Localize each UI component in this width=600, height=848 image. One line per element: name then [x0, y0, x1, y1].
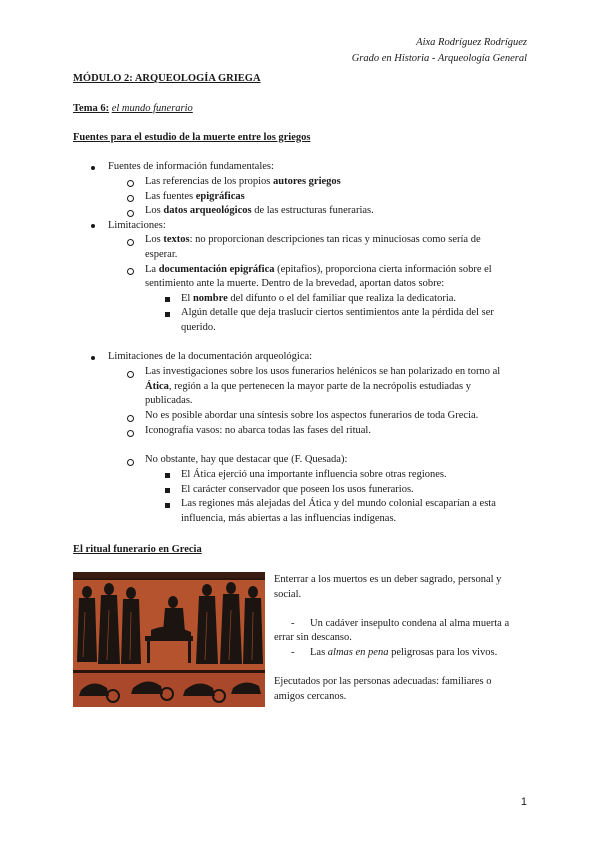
text: (epitafios), proporciona cierta información sobre el [274, 264, 492, 275]
topic-line [73, 102, 193, 117]
ritual-dash-item: Un cadáver insepulto condena al alma muerta a [310, 618, 510, 629]
ritual-paragraph-1-cont: social. [274, 589, 302, 600]
dash-marker: - [291, 618, 295, 629]
bullet-dot [91, 166, 95, 170]
bullet-square [165, 312, 170, 317]
bullet-circle [127, 195, 134, 202]
text: Los [145, 205, 164, 216]
section2-title: El ritual funerario en Grecia [73, 544, 202, 555]
header-author: Aixa Rodríguez Rodríguez [416, 37, 527, 48]
bold-text: autores griegos [273, 176, 341, 187]
bullet-square [165, 488, 170, 493]
text: Las referencias de los propios [145, 176, 273, 187]
page-number: 1 [520, 796, 527, 808]
quesada-subitem: Las regiones más alejadas del Ática y del mundo colonial escaparían a esta [181, 498, 496, 509]
bullet-circle [127, 239, 134, 246]
bold-text: nombre [192, 293, 228, 304]
ritual-dash-item [310, 646, 497, 661]
bullet-square [165, 297, 170, 302]
sources-heading: Fuentes de información fundamentales: [108, 161, 274, 172]
quesada-subitem: El Ática ejerció una importante influencia sobre otras regiones. [181, 469, 447, 480]
bullet-square [165, 503, 170, 508]
text: del difunto o el del familiar que realiza la dedicatoria. [227, 293, 457, 304]
text: de las estructuras funerarias. [251, 205, 374, 216]
text: Las [310, 647, 328, 658]
quesada-subitem-cont: influencia, más abiertas a las influencias indígenas. [181, 513, 397, 524]
bullet-dot [91, 224, 95, 228]
research-item-cont: publicadas. [145, 395, 193, 406]
epigraphic-item [145, 263, 492, 278]
ritual-dash-item-cont: errar sin descanso. [274, 632, 352, 643]
research-item-cont [145, 380, 471, 395]
texts-item-cont: esperar. [145, 249, 178, 260]
funerary-vase-image [73, 572, 265, 707]
epigraphic-subitem: Algún detalle que deja traslucir ciertos sentimientos ante la pérdida del ser [181, 307, 494, 318]
ritual-paragraph-2: Ejecutados por las personas adecuadas: familiares o [274, 676, 492, 687]
iconography-item: Iconografía vasos: no abarca todas las fases del ritual. [145, 425, 371, 436]
bold-text: documentación epigráfica [158, 264, 275, 275]
bullet-circle [127, 459, 134, 466]
texts-item [145, 233, 481, 248]
bullet-circle [127, 430, 134, 437]
text: peligrosas para los vivos. [388, 647, 498, 658]
bullet-circle [127, 268, 134, 275]
topic-label: Tema 6: [73, 103, 110, 114]
research-item: Las investigaciones sobre los usos funerarios helénicos se han polarizado en torno al [145, 366, 501, 377]
source-item [145, 204, 374, 219]
bold-text: epigráficas [195, 191, 245, 202]
epigraphic-item-cont: sentimiento ante la muerte. Dentro de la brevedad, aportan datos sobre: [145, 278, 445, 289]
limitations-heading: Limitaciones: [108, 220, 166, 231]
text: Las fuentes [145, 191, 196, 202]
bold-text: textos [163, 234, 190, 245]
text: Los [145, 234, 164, 245]
ritual-paragraph-2-cont: amigos cercanos. [274, 691, 347, 702]
source-item [145, 190, 245, 205]
synthesis-item: No es posible abordar una síntesis sobre los aspectos funerarios de toda Grecia. [145, 410, 479, 421]
source-item [145, 175, 341, 190]
bullet-dot [91, 356, 95, 360]
ritual-paragraph-1: Enterrar a los muertos es un deber sagrado, personal y [274, 574, 502, 585]
header-course: Grado en Historia - Arqueología General [351, 53, 527, 64]
quesada-item: No obstante, hay que destacar que (F. Quesada): [145, 454, 348, 465]
topic-name: el mundo funerario [111, 103, 193, 114]
text: , región a la que pertenecen la mayor parte de la necrópolis estudiadas y [168, 381, 471, 392]
text: : no proporcionan descripciones tan ricas y minuciosas como sería de [189, 234, 481, 245]
arch-limitations-heading: Limitaciones de la documentación arqueológica: [108, 351, 313, 362]
bold-text: datos arqueológicos [163, 205, 252, 216]
bullet-circle [127, 210, 134, 217]
epigraphic-subitem [181, 292, 456, 307]
dash-marker: - [291, 647, 295, 658]
bold-text: Ática [145, 381, 169, 392]
bullet-square [165, 473, 170, 478]
quesada-subitem: El carácter conservador que poseen los usos funerarios. [181, 484, 414, 495]
text: La [145, 264, 159, 275]
section1-title: Fuentes para el estudio de la muerte entre los griegos [73, 132, 311, 143]
module-title: MÓDULO 2: ARQUEOLOGÍA GRIEGA [73, 73, 261, 84]
bullet-circle [127, 415, 134, 422]
epigraphic-subitem-cont: querido. [181, 322, 216, 333]
bullet-circle [127, 180, 134, 187]
bullet-circle [127, 371, 134, 378]
italic-text: almas en pena [327, 647, 389, 658]
text: El [181, 293, 193, 304]
